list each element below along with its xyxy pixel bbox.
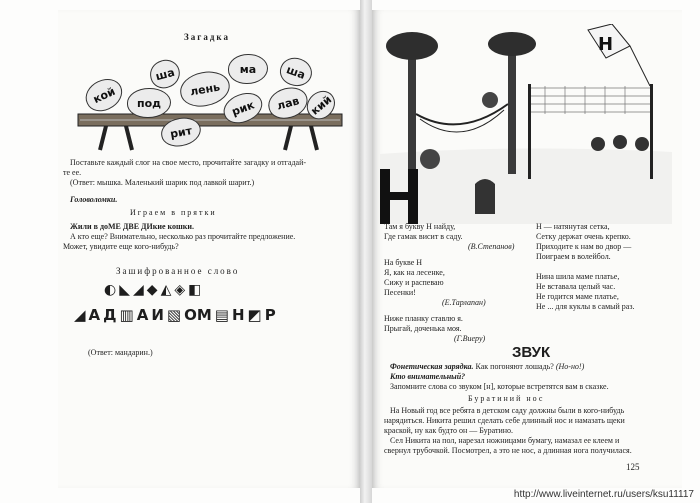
story-line: Сел Никита на пол, нарезал ножницами бумагу, намазал ее клеем и [390,436,620,445]
watermark-url: http://www.liveinternet.ru/users/ksu11117 [513,489,694,500]
poem-3-author: (Г.Виеру) [454,334,486,343]
poem-3-line: Ниже планку ставлю я. [384,314,463,323]
poem-5-line: Не годится маме платье, [536,292,619,301]
cipher-glyph: Д [103,306,117,324]
cipher-glyph: ◩ [247,306,262,324]
syllable-stone: кой [80,73,127,116]
cipher-glyph: ◧ [188,282,202,298]
phonetic-line [390,362,584,372]
cipher-glyph: ◐ [104,282,117,298]
poem-3-line: Прыгай, доченька моя. [384,324,462,333]
poem-1-line: Где гамак висит в саду. [384,232,463,241]
left-page [58,10,360,488]
riddle-instructions: Поставьте каждый слог на свое место, прочитайте загадку и отгадай- [70,158,307,167]
page-number: 125 [626,462,640,472]
syllable-stone: кий [301,85,341,124]
cipher-glyph: А [88,306,101,324]
poem-1-author: (В.Степанов) [468,242,515,251]
riddle-title: Загадка [184,32,230,42]
story-line: краской, ну как будто он — Буратино. [384,426,514,435]
memorize-instruction: Запомните слова со звуком [н], которые встретятся вам в сказке. [390,382,609,391]
syllable-stone: ша [147,57,183,92]
poem-2-line: Песенки! [384,288,416,297]
phonetic-text: Как погоняют лошадь? [473,362,556,371]
cipher-glyph: ◈ [174,282,186,298]
cipher-glyph: ◣ [119,282,130,298]
poem-2-author: (Е.Тарлапан) [442,298,486,307]
cipher-glyph: ▧ [166,306,182,324]
poem-1-line: Там я букву Н найду, [384,222,456,231]
cipher-title: Зашифрованное слово [116,266,240,276]
phonetic-label: Фонетическая зарядка. [390,362,474,371]
game-line-2: А кто еще? Внимательно, несколько раз прочитайте предложение. [70,232,296,241]
cipher-glyph: ◢ [74,306,86,324]
poem-5-line: Не ... для куклы в самый раз. [536,302,635,311]
playground-illustration [380,24,672,224]
cipher-row-2 [74,306,279,324]
cipher-glyph: ▥ [119,306,134,324]
syllable-stone: рит [159,115,203,150]
poem-5-line: Нина шила маме платье, [536,272,620,281]
syllable-stone: лав [265,83,311,122]
poem-4-line: Сетку держат очень крепко. [536,232,631,241]
cipher-glyph: И [151,306,164,324]
story-line: свернул трубочкой. Посмотрел, а это не нос, а длинная нога получилася. [384,446,632,455]
cipher-glyph: А [136,306,149,324]
bench-illustration [76,102,346,154]
game-line-3: Может, увидите еще кого-нибудь? [63,242,179,251]
poem-2-line: Сижу и распеваю [384,278,444,287]
cipher-glyph: ОМ [184,306,212,324]
story-line: На Новый год все ребята в детском саду должны были в кого-нибудь [390,406,625,415]
poem-4-line: Поиграем в волейбол. [536,252,611,261]
game-title: Играем в прятки [130,208,217,217]
syllable-stone: под [127,88,171,118]
cipher-answer: (Ответ: мандарин.) [88,348,153,357]
book-gutter [360,0,372,503]
puzzles-heading: Головоломки. [70,195,118,204]
syllable-stone: рик [219,88,266,128]
story-title: Буратиний нос [468,394,545,403]
cipher-glyph: ◢ [133,282,144,298]
cipher-glyph: Р [264,306,276,324]
poem-4-line: Приходите к нам во двор — [536,242,632,251]
cipher-row-1 [104,282,204,298]
cipher-glyph: ▤ [214,306,229,324]
poem-4-line: Н — натянутая сетка, [536,222,610,231]
syllable-stone: лень [177,68,232,110]
phonetic-answer: (Но-но!) [555,362,585,371]
game-line-1: Жили в доМЕ ДВЕ ДИкие кошки. [70,222,195,231]
syllable-stone: ма [228,54,268,84]
cipher-glyph: Н [231,306,245,324]
riddle-answer: (Ответ: мышка. Маленький шарик под лавкой шарит.) [70,178,255,187]
attention-heading: Кто внимательный? [390,372,466,381]
poem-2-line: На букве Н [384,258,423,267]
poem-5-line: Не вставала целый час. [536,282,616,291]
cipher-glyph: ◭ [160,282,172,298]
syllable-stone: ша [276,53,316,90]
story-line: нарядиться. Никита решил сделать себе длинный нос и намазать щеки [384,416,625,425]
cipher-glyph: ◆ [146,282,158,298]
riddle-instructions-cont: те ее. [63,168,82,177]
kite-letter: Н [598,34,614,55]
poem-2-line: Я, как на лесенке, [384,268,445,277]
right-page [372,10,682,488]
section-title: ЗВУК [512,344,551,361]
